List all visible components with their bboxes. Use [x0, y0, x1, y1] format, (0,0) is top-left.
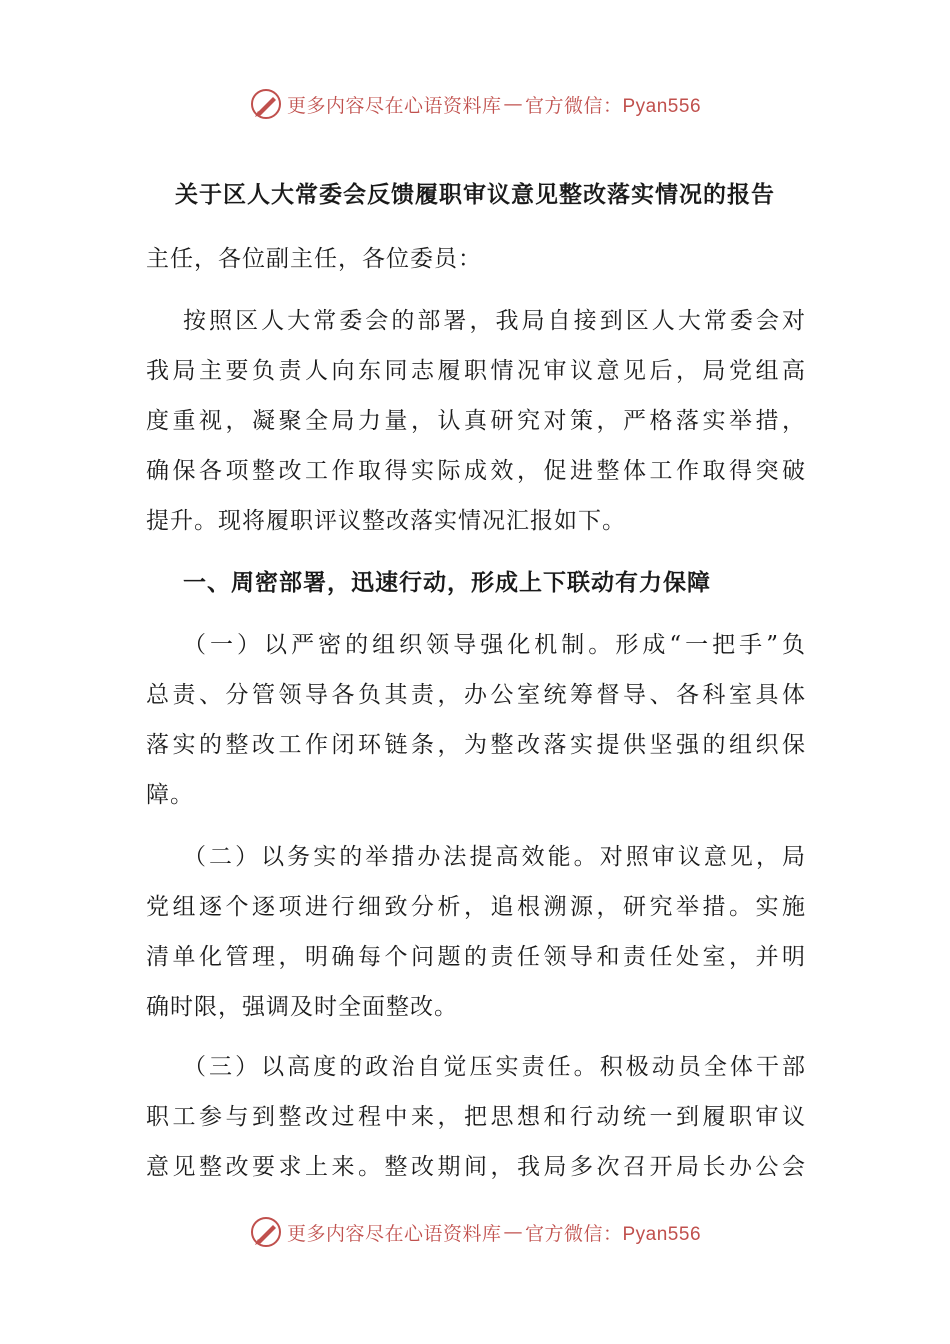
watermark-banner-bottom	[0, 1212, 950, 1252]
pen-logo-icon	[249, 87, 283, 121]
watermark-wechat: 官方微信：Pyan556	[525, 1223, 702, 1245]
watermark-wechat: 官方微信：Pyan556	[525, 95, 702, 117]
para-line: 职工参与到整改过程中来，把思想和行动统一到履职审议	[146, 1104, 806, 1130]
section-heading: 一、周密部署，迅速行动，形成上下联动有力保障	[183, 569, 711, 596]
para-line: 意见整改要求上来。整改期间，我局多次召开局长办公会	[146, 1154, 806, 1180]
para-line: 确时限，强调及时全面整改。	[146, 994, 458, 1020]
watermark-banner-top	[0, 84, 950, 124]
salutation: 主任，各位副主任，各位委员：	[146, 246, 482, 272]
para-line: 障。	[146, 782, 194, 808]
watermark-dash: —	[503, 93, 523, 115]
document-title: 关于区人大常委会反馈履职审议意见整改落实情况的报告	[175, 181, 775, 208]
intro-line: 按照区人大常委会的部署，我局自接到区人大常委会对	[183, 308, 806, 334]
watermark-text: 更多内容尽在心语资料库	[286, 1222, 502, 1245]
intro-line: 确保各项整改工作取得实际成效，促进整体工作取得突破	[146, 458, 806, 484]
intro-line: 提升。现将履职评议整改落实情况汇报如下。	[146, 508, 626, 534]
para-line: 落实的整改工作闭环链条，为整改落实提供坚强的组织保	[146, 732, 806, 758]
para-line: （三）以高度的政治自觉压实责任。积极动员全体干部	[183, 1054, 806, 1080]
pen-logo-icon	[249, 1215, 283, 1249]
para-line: 清单化管理，明确每个问题的责任领导和责任处室，并明	[146, 944, 806, 970]
para-line: （一）以严密的组织领导强化机制。形成“一把手”负	[183, 632, 806, 658]
intro-line: 我局主要负责人向东同志履职情况审议意见后，局党组高	[146, 358, 806, 384]
para-line: 总责、分管领导各负其责，办公室统筹督导、各科室具体	[146, 682, 806, 708]
para-line: 党组逐个逐项进行细致分析，追根溯源，研究举措。实施	[146, 894, 806, 920]
para-line: （二）以务实的举措办法提高效能。对照审议意见，局	[183, 844, 806, 870]
watermark-text: 更多内容尽在心语资料库	[286, 94, 502, 117]
watermark-dash: —	[503, 1221, 523, 1243]
intro-line: 度重视，凝聚全局力量，认真研究对策，严格落实举措，	[146, 408, 806, 434]
